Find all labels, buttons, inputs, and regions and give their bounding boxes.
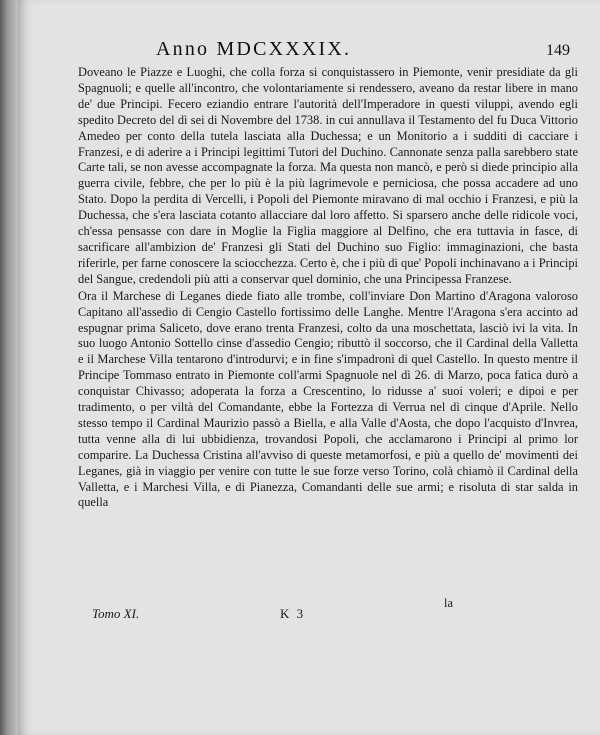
body-text [78,65,578,511]
catchword: la [444,596,453,610]
running-title: Anno MDCXXXIX. [156,38,352,60]
paragraph-2: Ora il Marchese di Leganes diede fiato alle trombe, coll'inviare Don Martino d'Aragona valoroso Capitano all'assedio di Cengio Castello fortissimo delle Langhe. Mentre l'Aragona s'era accinto ad espugnar prima Saliceto, dove erano trenta Franzesi, colto da una moschettata, lasciò ivi la vita. In suo luogo Antonio Sottello cinse d'assedio Cengio; ributtò il soccorso, che il Cardinal della Valletta e il Marchese Villa tentarono d'introdurvi; e in fine s'impadronì di quel Castello. In questo mentre il Principe Tommaso entrato in Piemonte coll'armi Spagnuole nel dì 26. di Marzo, poca fatica durò a conquistar Chivasso; adoperata la forza a Crescentino, lo ridusse a' suoi voleri; e dipoi e per tradimento, o per viltà del Comandante, ebbe la Fortezza di Verrua nel dì cinque d'Aprile. Nello stesso tempo il Cardinal Maurizio passò a Biella, e alla Valle d'Aosta, che dopo l'acquisto d'Invrea, tutta venne alla di lui ubbidienza, trovandosi Popoli, che acclamarono i Principi al primo lor comparire. La Duchessa Cristina all'avviso di queste metamorfosi, e più a quello de' movimenti dei Leganes, già in viaggio per venire con tutte le sue forze verso Torino, colà chiamò il Cardinal della Valletta, e i Marchesi Villa, e di Pianezza, Comandanti delle sue armi; e risoluta di star salda in quella [78,288,578,510]
volume-label: Tomo XI. [92,606,140,621]
book-page [18,0,600,735]
page-number: 149 [546,42,570,59]
paragraph-1: Doveano le Piazze e Luoghi, che colla forza si conquistassero in Piemonte, venir presidiate da gli Spagnuoli; e quelle all'incontro, che volontariamente si rendessero, aveano da restar libere in mano de' due Principi. Fecero eziandio entrare l'autorità dell'Imperadore in questi viluppi, avendo egli spedito Decreto del dì sei di Novembre del 1738. in cui annullava il Testamento del fu Duca Vittorio Amedeo per conto della tutela lasciata alla Duchessa; e un Monitorio a i sudditi di cacciare i Franzesi, e di aderire a i Principi legittimi Tutori del Duchino. Cannonate senza palla sarebbero state Carte tali, se non avesse accompagnate la forza. Ma questa non mancò, e però si diede principio alla guerra civile, febbre, che per lo più è la più lagrimevole e perniciosa, che possa accadere ad uno Stato. Dopo la perdita di Vercelli, i Popoli del Piemonte miravano di mal occhio i Franzesi, e più la Duchessa, che s'era lasciata cotanto allacciare dal loro affetto. Si sparsero anche delle ridicole voci, ch'essa pensasse con dare in Moglie la Figlia maggiore al Delfino, che era tuttavia in fasce, di sacrificare all'ambizion de' Franzesi gli Stati del Duchino suo Figlio: immaginazioni, che basta riferirle, per farne conoscere la sciocchezza. Certo è, che i più di que' Popoli inchinavano a i Principi del Sangue, credendoli più atti a conservar quel dominio, che una Principessa Franzese. [78,65,578,286]
page-header [156,38,580,61]
signature-mark: K 3 [280,606,306,621]
